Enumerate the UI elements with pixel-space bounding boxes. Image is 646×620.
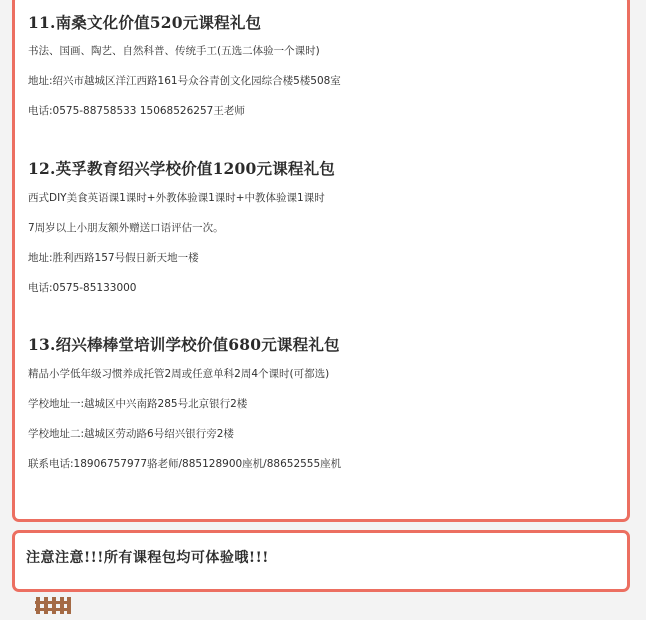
section-title-12: 12.英孚教育绍兴学校价值1200元课程礼包 xyxy=(28,159,336,178)
section-13-line-2: 学校地址一:越城区中兴南路285号北京银行2楼 xyxy=(28,398,248,410)
notice-text: 注意注意!!!所有课程包均可体验哦!!! xyxy=(26,550,269,566)
section-12-line-2: 7周岁以上小朋友额外赠送口语评估一次。 xyxy=(28,222,224,234)
section-title-13: 13.绍兴棒棒堂培训学校价值680元课程礼包 xyxy=(28,335,340,354)
section-11-line-2: 地址:绍兴市越城区洋江西路161号众谷青创文化园综合楼5楼508室 xyxy=(28,75,341,87)
section-13-line-1: 精品小学低年级习惯养成托管2周或任意单科2周4个课时(可都选) xyxy=(28,368,330,380)
notice-panel xyxy=(12,530,630,592)
section-12-line-4: 电话:0575-85133000 xyxy=(28,282,137,294)
course-package-panel xyxy=(12,0,630,522)
fence-decoration-icon xyxy=(35,594,71,614)
section-12-line-1: 西式DIY美食英语课1课时+外教体验课1课时+中教体验课1课时 xyxy=(28,192,325,204)
section-13-line-4: 联系电话:18906757977骆老师/885128900座机/88652555座机 xyxy=(28,458,342,470)
section-title-11: 11.南桑文化价值520元课程礼包 xyxy=(28,13,262,32)
section-13-line-3: 学校地址二:越城区劳动路6号绍兴银行旁2楼 xyxy=(28,428,234,440)
section-12-line-3: 地址:胜利西路157号假日新天地一楼 xyxy=(28,252,199,264)
section-11-line-3: 电话:0575-88758533 15068526257王老师 xyxy=(28,105,245,117)
section-11-line-1: 书法、国画、陶艺、自然科普、传统手工(五选二体验一个课时) xyxy=(28,45,320,57)
